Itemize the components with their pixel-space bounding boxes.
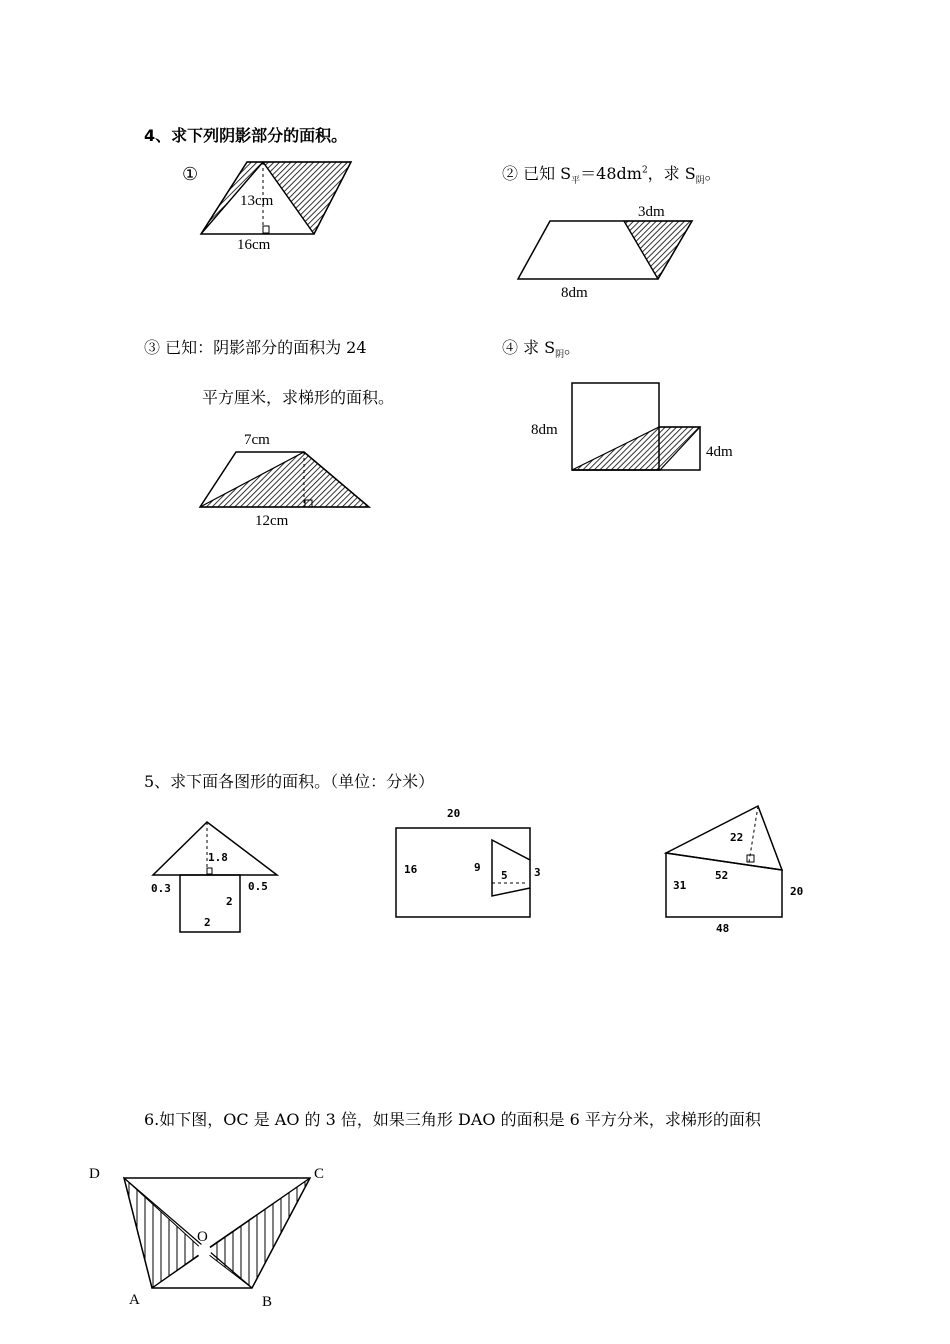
q6-label-D: D — [89, 1166, 100, 1182]
q5-f1-right: 0.5 — [248, 880, 268, 893]
q4-p2-top-label: 3dm — [638, 204, 665, 220]
q4-p3-line1: ③ 已知：阴影部分的面积为 24 — [144, 338, 367, 357]
fig-4-3 — [200, 452, 369, 507]
q4-p4-left-label: 8dm — [531, 422, 558, 438]
q6-label-A: A — [129, 1292, 140, 1308]
q5-f2-top: 20 — [447, 807, 461, 820]
q5-f2-right: 3 — [534, 866, 541, 879]
q4-p4-prompt: ④ 求 $S_阴$。 — [502, 338, 581, 361]
fig-4-1 — [201, 162, 351, 234]
q4-p2-base-label: 8dm — [561, 285, 588, 301]
q6-label-O: O — [197, 1229, 208, 1245]
q5-f3-left: 31 — [673, 879, 687, 892]
q4-p3-base-label: 12cm — [255, 513, 289, 529]
q4-p2-prompt: ② 已知 $S_平=48dm^2$，求 $S_阴$。 — [502, 164, 721, 187]
q4-p3-line2: 平方厘米，求梯形的面积。 — [202, 388, 395, 407]
q5-title: 5、求下面各图形的面积。（单位：分米） — [144, 772, 435, 791]
q5-f3-tri-side: 22 — [730, 831, 744, 844]
q5-f3-right: 20 — [790, 885, 804, 898]
q4-p4-right-label: 4dm — [706, 444, 733, 460]
fig-4-4 — [572, 383, 700, 470]
q5-f1-height: 1.8 — [208, 851, 228, 864]
q4-p3-top-label: 7cm — [244, 432, 270, 448]
q6-label-B: B — [262, 1294, 273, 1310]
q6-title: 6.如下图，OC 是 AO 的 3 倍，如果三角形 DAO 的面积是 6 平方分米，求梯形的面积 — [144, 1110, 761, 1129]
q5-f2-left: 16 — [404, 863, 418, 876]
fig-5-1 — [153, 822, 277, 932]
q4-title: 4、求下列阴影部分的面积。 — [144, 126, 348, 145]
q5-f2-inner: 5 — [501, 869, 508, 882]
q5-f1-bottom: 2 — [204, 916, 211, 929]
q5-f1-left: 0.3 — [151, 882, 171, 895]
fig-6 — [124, 1178, 310, 1288]
q5-f2-notch: 9 — [474, 861, 481, 874]
q4-p1-height-label: 13cm — [240, 193, 274, 209]
q5-f1-side: 2 — [226, 895, 233, 908]
q5-f3-bottom: 48 — [716, 922, 730, 935]
fig-5-3 — [666, 806, 782, 917]
q5-f3-diagonal: 52 — [715, 869, 729, 882]
q4-p1-number: ① — [182, 164, 199, 185]
fig-4-2 — [518, 221, 692, 279]
q6-label-C: C — [314, 1166, 325, 1182]
q4-p1-base-label: 16cm — [237, 237, 271, 253]
